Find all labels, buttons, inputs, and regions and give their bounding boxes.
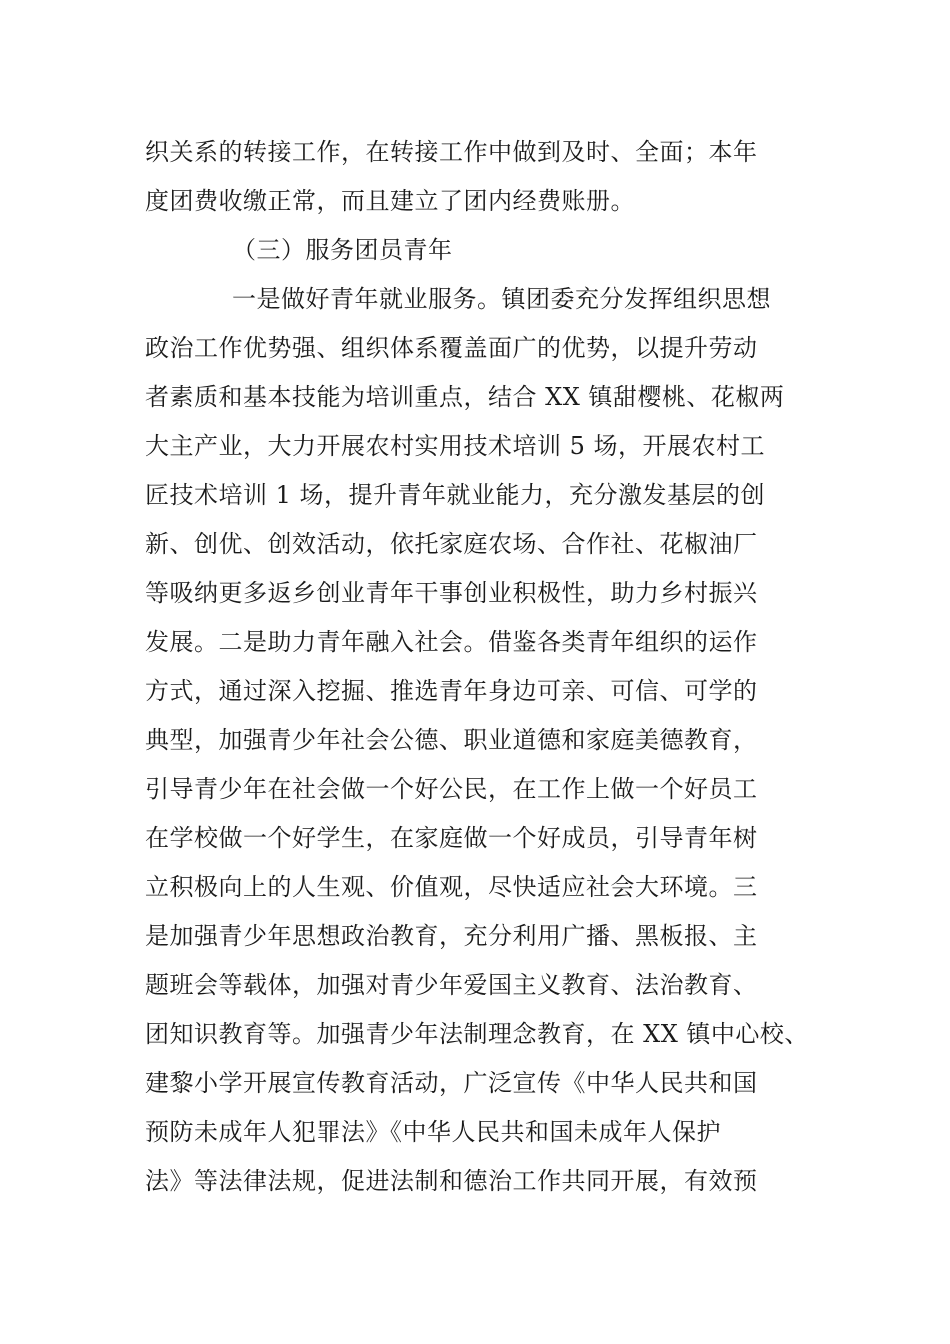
text-line: 新、创优、创效活动，依托家庭农场、合作社、花椒油厂 <box>145 530 758 558</box>
text-line: 政治工作优势强、组织体系覆盖面广的优势，以提升劳动 <box>145 334 758 362</box>
text-line: 大主产业，大力开展农村实用技术培训 5 场，开展农村工 <box>145 432 766 460</box>
text-line: 是加强青少年思想政治教育，充分利用广播、黑板报、主 <box>145 922 758 950</box>
text-line: 法》等法律法规，促进法制和德治工作共同开展，有效预 <box>145 1167 758 1195</box>
text-line: 织关系的转接工作，在转接工作中做到及时、全面；本年 <box>145 138 758 166</box>
section-heading: （三）服务团员青年 <box>232 236 453 264</box>
paragraph-first-line: 一是做好青年就业服务。镇团委充分发挥组织思想 <box>232 285 771 313</box>
text-line: 等吸纳更多返乡创业青年干事创业积极性，助力乡村振兴 <box>145 579 758 607</box>
text-line: 匠技术培训 1 场，提升青年就业能力，充分激发基层的创 <box>145 481 766 509</box>
text-line: 预防未成年人犯罪法》《中华人民共和国未成年人保护 <box>145 1118 721 1146</box>
text-line: 在学校做一个好学生，在家庭做一个好成员，引导青年树 <box>145 824 758 852</box>
text-line: 立积极向上的人生观、价值观，尽快适应社会大环境。三 <box>145 873 758 901</box>
text-line: 发展。二是助力青年融入社会。借鉴各类青年组织的运作 <box>145 628 758 656</box>
text-line: 引导青少年在社会做一个好公民，在工作上做一个好员工 <box>145 775 758 803</box>
text-line: 题班会等载体，加强对青少年爱国主义教育、法治教育、 <box>145 971 758 999</box>
text-line: 团知识教育等。加强青少年法制理念教育，在 XX 镇中心校、 <box>145 1020 809 1048</box>
text-line: 方式，通过深入挖掘、推选青年身边可亲、可信、可学的 <box>145 677 758 705</box>
text-line: 者素质和基本技能为培训重点，结合 XX 镇甜樱桃、花椒两 <box>145 383 785 411</box>
text-line: 典型，加强青少年社会公德、职业道德和家庭美德教育， <box>145 726 758 754</box>
text-line: 建黎小学开展宣传教育活动，广泛宣传《中华人民共和国 <box>145 1069 758 1097</box>
text-line: 度团费收缴正常，而且建立了团内经费账册。 <box>145 187 635 215</box>
